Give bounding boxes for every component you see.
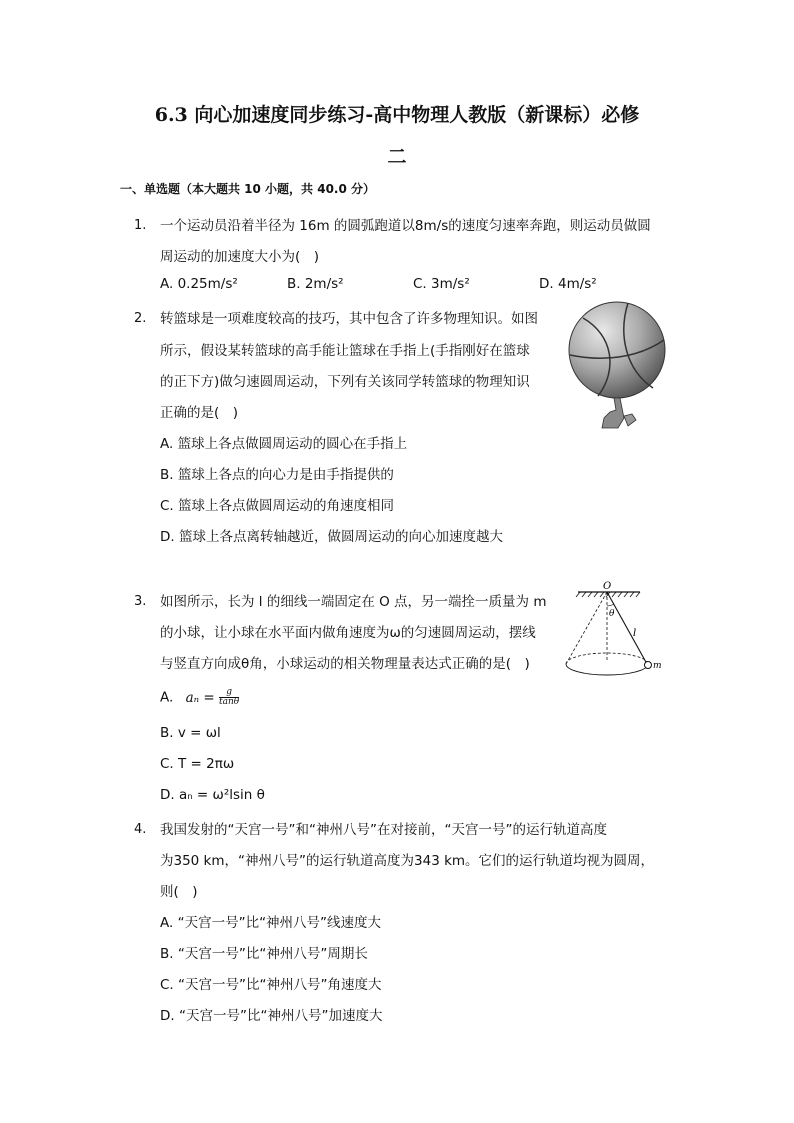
question-2-option-a[interactable]: A. 篮球上各点做圆周运动的圆心在手指上 [160, 436, 408, 452]
question-3-option-d[interactable]: D. aₙ = ω²lsin θ [160, 787, 265, 803]
fraction-numerator: g [219, 688, 239, 698]
question-3-option-a[interactable] [160, 688, 239, 707]
question-4-option-a[interactable]: A. “天宫一号”比“神州八号”线速度大 [160, 915, 382, 931]
section-heading: 一、单选题（本大题共 10 小题，共 40.0 分） [120, 182, 376, 196]
question-2-option-c[interactable]: C. 篮球上各点做圆周运动的角速度相同 [160, 498, 395, 514]
question-3-stem-line1: 如图所示，长为 l 的细线一端固定在 O 点，另一端拴一质量为 m [160, 594, 547, 610]
question-4-stem-line2: 为350 km，“神州八号”的运行轨道高度为343 km。它们的运行轨道均视为圆周， [160, 853, 655, 869]
question-2-stem-line1: 转篮球是一项难度较高的技巧，其中包含了许多物理知识。如图 [160, 311, 538, 327]
question-3-number: 3. [134, 594, 147, 609]
conical-pendulum-figure [562, 580, 672, 684]
fraction-denominator: tanθ [219, 697, 240, 707]
page-title-continued: 二 [387, 146, 407, 168]
option-a-fraction [219, 688, 239, 707]
question-3-stem-line3: 与竖直方向成θ角，小球运动的相关物理量表达式正确的是( ) [160, 656, 530, 672]
question-4-option-c[interactable]: C. “天宫一号”比“神州八号”角速度大 [160, 977, 382, 993]
option-a-label: A. [160, 689, 174, 706]
question-2-stem-line4: 正确的是( ) [160, 405, 239, 421]
question-2-stem-line3: 的正下方)做匀速圆周运动，下列有关该同学转篮球的物理知识 [160, 374, 530, 390]
question-3-option-c[interactable]: C. T = 2πω [160, 756, 235, 772]
question-2-number: 2. [134, 311, 147, 326]
question-2-option-b[interactable]: B. 篮球上各点的向心力是由手指提供的 [160, 467, 394, 483]
question-4-stem-line3: 则( ) [160, 884, 198, 900]
question-1-option-d[interactable]: D. 4m/s² [539, 276, 597, 292]
question-4-stem-line1: 我国发射的“天宫一号”和“神州八号”在对接前，“天宫一号”的运行轨道高度 [160, 822, 607, 838]
option-a-lhs: aₙ = [185, 689, 215, 706]
question-1-option-a[interactable]: A. 0.25m/s² [160, 276, 238, 292]
question-1-stem-line1: 一个运动员沿着半径为 16m 的圆弧跑道以8m/s的速度匀速率奔跑，则运动员做圆 [160, 218, 651, 234]
question-4-number: 4. [134, 822, 147, 837]
label-o: O [603, 581, 612, 592]
question-1-option-b[interactable]: B. 2m/s² [287, 276, 344, 292]
question-3-stem-line2: 的小球，让小球在水平面内做角速度为ω的匀速圆周运动，摆线 [160, 625, 536, 641]
question-1-option-c[interactable]: C. 3m/s² [413, 276, 470, 292]
question-2-option-d[interactable]: D. 篮球上各点离转轴越近，做圆周运动的向心加速度越大 [160, 529, 503, 545]
label-theta: θ [609, 609, 615, 619]
question-1-number: 1. [134, 218, 147, 233]
question-1-stem-line2: 周运动的加速度大小为( ) [160, 249, 320, 265]
question-4-option-b[interactable]: B. “天宫一号”比“神州八号”周期长 [160, 946, 368, 962]
basketball-spinning-figure [558, 300, 676, 430]
label-m: m [653, 661, 662, 671]
page-title: 6.3 向心加速度同步练习-高中物理人教版（新课标）必修 [154, 104, 640, 126]
label-l: l [633, 628, 637, 639]
question-3-option-b[interactable]: B. v = ωl [160, 725, 221, 741]
question-4-option-d[interactable]: D. “天宫一号”比“神州八号”加速度大 [160, 1008, 383, 1024]
question-2-stem-line2: 所示，假设某转篮球的高手能让篮球在手指上(手指刚好在篮球 [160, 343, 530, 359]
